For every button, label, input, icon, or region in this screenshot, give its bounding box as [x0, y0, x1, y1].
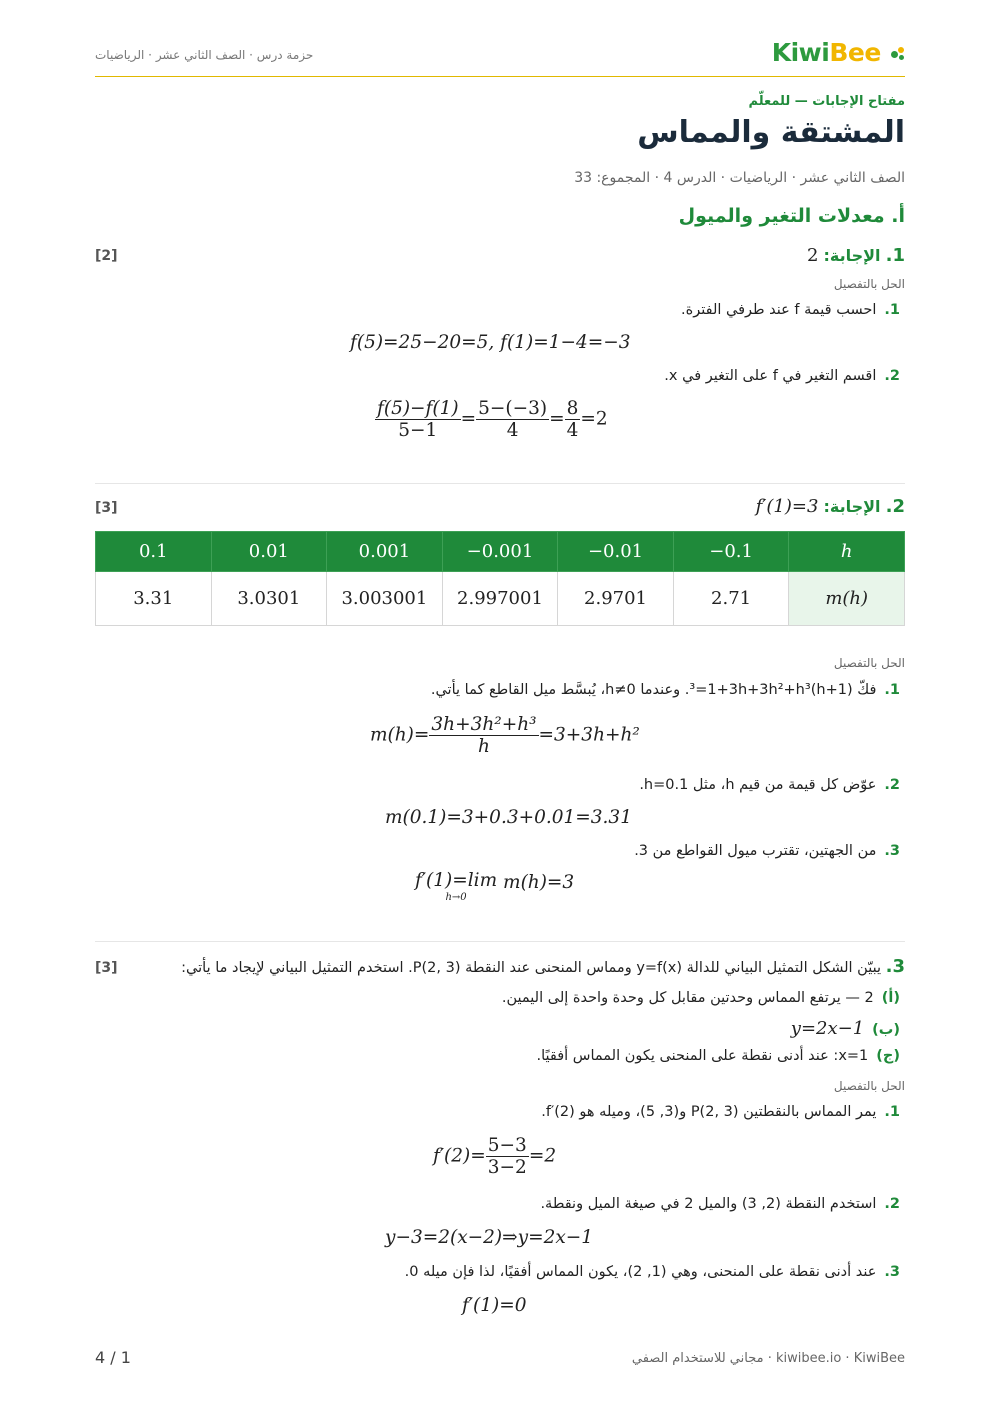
answer-key-kicker: مفتاح الإجابات — للمعلّم	[748, 94, 905, 109]
q2-step2-equation: m(0.1)=3+0.3+0.01=3.31	[385, 807, 632, 828]
q2-step1-text: فكّ (1+h)³=1+3h+3h²+h³. وعندما h≠0، يُبسَّط ميل القاطع كما يأتي.	[430, 682, 877, 698]
q2-step2-text: عوّض كل قيمة من قيم h، مثل h=0.1.	[639, 777, 877, 793]
table-header-cell: 0.001	[327, 532, 443, 572]
table-cell: 2.9701	[558, 572, 674, 626]
q3-step3-equation: f′(1)=0	[462, 1295, 527, 1316]
q3-eq1-den: 3−2	[487, 1157, 527, 1178]
q3-marks: [3]	[95, 960, 118, 976]
q1-step1-text: احسب قيمة f عند طرفي الفترة.	[681, 302, 877, 318]
table-cell: 3.31	[96, 572, 212, 626]
q2-step1: 1.فكّ (1+h)³=1+3h+3h²+h³. وعندما h≠0، يُبسَّط ميل القاطع كما يأتي.	[430, 682, 900, 698]
q3-step2: 2.استخدم النقطة (2, 3) والميل 2 في صيغة الميل ونقطة.	[540, 1196, 900, 1212]
q3-a-text: 2 — يرتفع المماس وحدتين مقابل كل وحدة واحدة إلى اليمين.	[501, 990, 874, 1006]
q1-step2-text: اقسم التغير في f على التغير في x.	[664, 368, 877, 384]
table-header-cell: 0.1	[96, 532, 212, 572]
q3-step2-equation: y−3=2(x−2)⇒y=2x−1	[385, 1227, 594, 1248]
q2-answer-line	[756, 496, 905, 517]
q3-step1-equation	[433, 1135, 556, 1178]
q1-answer-label: الإجابة:	[823, 246, 881, 265]
q2-eq3-sub: h→0	[445, 891, 467, 903]
logo-bee-text: Bee	[829, 38, 881, 67]
q3-eq1-rhs: =2	[528, 1145, 557, 1167]
q2-step2: 2.عوّض كل قيمة من قيم h، مثل h=0.1.	[639, 777, 900, 793]
table-cell: 2.71	[673, 572, 789, 626]
q1-result: =2	[580, 408, 608, 430]
table-header-cell: −0.001	[442, 532, 558, 572]
q2-step3-equation	[415, 872, 574, 903]
table-header-h: h	[789, 532, 905, 572]
q3-part-a	[502, 990, 900, 1006]
q1-frac2-num: 5−(−3)	[478, 398, 548, 419]
q1-step2-equation: $\frac{f(5)-f(1)}{5-1}$ = $\frac{5-(-3)}{4}$ = $\frac{8}{4}$ =2	[377, 398, 608, 441]
q1-frac3-den: 4	[566, 420, 579, 441]
q2-step3: 3.من الجهتين، تقترب ميول القواطع من 3.	[634, 843, 900, 859]
q1-step2: 2.اقسم التغير في f على التغير في x.	[664, 368, 900, 384]
bee-dots-icon	[889, 46, 905, 62]
q3-step2-text: استخدم النقطة (2, 3) والميل 2 في صيغة الميل ونقطة.	[540, 1196, 877, 1212]
page-number: 4 / 1	[95, 1348, 131, 1367]
q3-eq1-lhs: f′(2)=	[433, 1145, 486, 1167]
q1-step1: 1.احسب قيمة f عند طرفي الفترة.	[681, 302, 900, 318]
logo-kiwi-text: Kiwi	[771, 38, 830, 67]
q1-marks: [2]	[95, 248, 118, 264]
q3-c-label: (ج)	[876, 1048, 900, 1064]
divider	[95, 941, 905, 942]
q1-answer-value: 2	[806, 245, 819, 266]
table-cell: 2.997001	[442, 572, 558, 626]
table-header-cell: −0.01	[558, 532, 674, 572]
q1-frac2-den: 4	[506, 420, 519, 441]
q3-b-label: (ب)	[872, 1022, 900, 1038]
q3-c-text: x=1: عند أدنى نقطة على المنحنى يكون المماس أفقيًا.	[536, 1048, 869, 1064]
q2-detail-label: الحل بالتفصيل	[833, 656, 905, 670]
values-table	[95, 531, 905, 626]
table-header-row	[96, 532, 905, 572]
q3-step3-text: عند أدنى نقطة على المنحنى، وهي (1, 2)، يكون المماس أفقيًا، لذا فإن ميله 0.	[404, 1264, 877, 1280]
table-header-cell: 0.01	[211, 532, 327, 572]
q1-frac1-num: f(5)−f(1)	[377, 398, 459, 419]
q3-part-c	[536, 1048, 900, 1064]
kiwibee-logo[interactable]	[772, 38, 905, 67]
header-rule	[95, 76, 905, 77]
q2-answer-label: الإجابة:	[823, 497, 881, 516]
table-row	[96, 572, 905, 626]
lesson-meta: الصف الثاني عشر · الرياضيات · الدرس 4 · المجموع: 33	[574, 170, 905, 186]
q3-step1-text: يمر المماس بالنقطتين P(2, 3) و(3, 5)، وميله هو f′(2).	[541, 1104, 877, 1120]
table-row-label: m(h)	[789, 572, 905, 626]
q3-number: 3.	[885, 956, 905, 977]
q1-frac1-den: 5−1	[398, 420, 438, 441]
q1-detail-label: الحل بالتفصيل	[833, 277, 905, 291]
q2-eq1-num: 3h+3h²+h³	[431, 714, 537, 735]
q3-prompt: يبيّن الشكل التمثيل البياني للدالة y=f(x) ومماس المنحنى عند النقطة P(2, 3). استخدم التمثيل البياني لإيجاد ما يأتي:	[181, 960, 882, 976]
q1-frac3-num: 8	[566, 398, 579, 419]
q2-marks: [3]	[95, 500, 118, 516]
q3-a-label: (أ)	[881, 990, 900, 1006]
q3-b-text: y=2x−1	[790, 1018, 865, 1039]
q2-step1-equation	[370, 714, 640, 757]
q1-answer-line	[807, 245, 905, 266]
q2-eq1-rhs: =3+3h+h²	[538, 724, 640, 746]
q2-eq3-lhs: f′(1)=lim	[415, 870, 498, 891]
q2-eq1-den: h	[478, 736, 490, 757]
table-cell: 3.0301	[211, 572, 327, 626]
q3-step3: 3.عند أدنى نقطة على المنحنى، وهي (1, 2)، يكون المماس أفقيًا، لذا فإن ميله 0.	[404, 1264, 900, 1280]
q3-eq1-num: 5−3	[487, 1135, 527, 1156]
section-heading: أ. معدلات التغير والميول	[678, 205, 905, 227]
q1-step1-equation: f(5)=25−20=5, f(1)=1−4=−3	[350, 332, 631, 353]
divider	[95, 483, 905, 484]
q2-step3-text: من الجهتين، تقترب ميول القواطع من 3.	[634, 843, 877, 859]
table-cell: 3.003001	[327, 572, 443, 626]
footer-credit[interactable]: kiwibee.io · KiwiBee · مجاني للاستخدام الصفي	[631, 1351, 905, 1366]
q3-step1: 1.يمر المماس بالنقطتين P(2, 3) و(3, 5)، وميله هو f′(2).	[541, 1104, 900, 1120]
page-title: المشتقة والمماس	[637, 115, 905, 150]
q3-detail-label: الحل بالتفصيل	[833, 1079, 905, 1093]
q1-number: 1.	[885, 245, 905, 266]
q3-part-b	[791, 1018, 900, 1039]
q2-eq3-rhs: m(h)=3	[503, 872, 575, 893]
breadcrumb: حزمة درس · الصف الثاني عشر · الرياضيات	[95, 48, 314, 62]
q2-number: 2.	[885, 496, 905, 517]
q2-eq1-lhs: m(h)=	[370, 724, 430, 746]
table-header-cell: −0.1	[673, 532, 789, 572]
q3-prompt-line	[145, 956, 905, 977]
q2-answer-value: f′(1)=3	[755, 496, 819, 517]
